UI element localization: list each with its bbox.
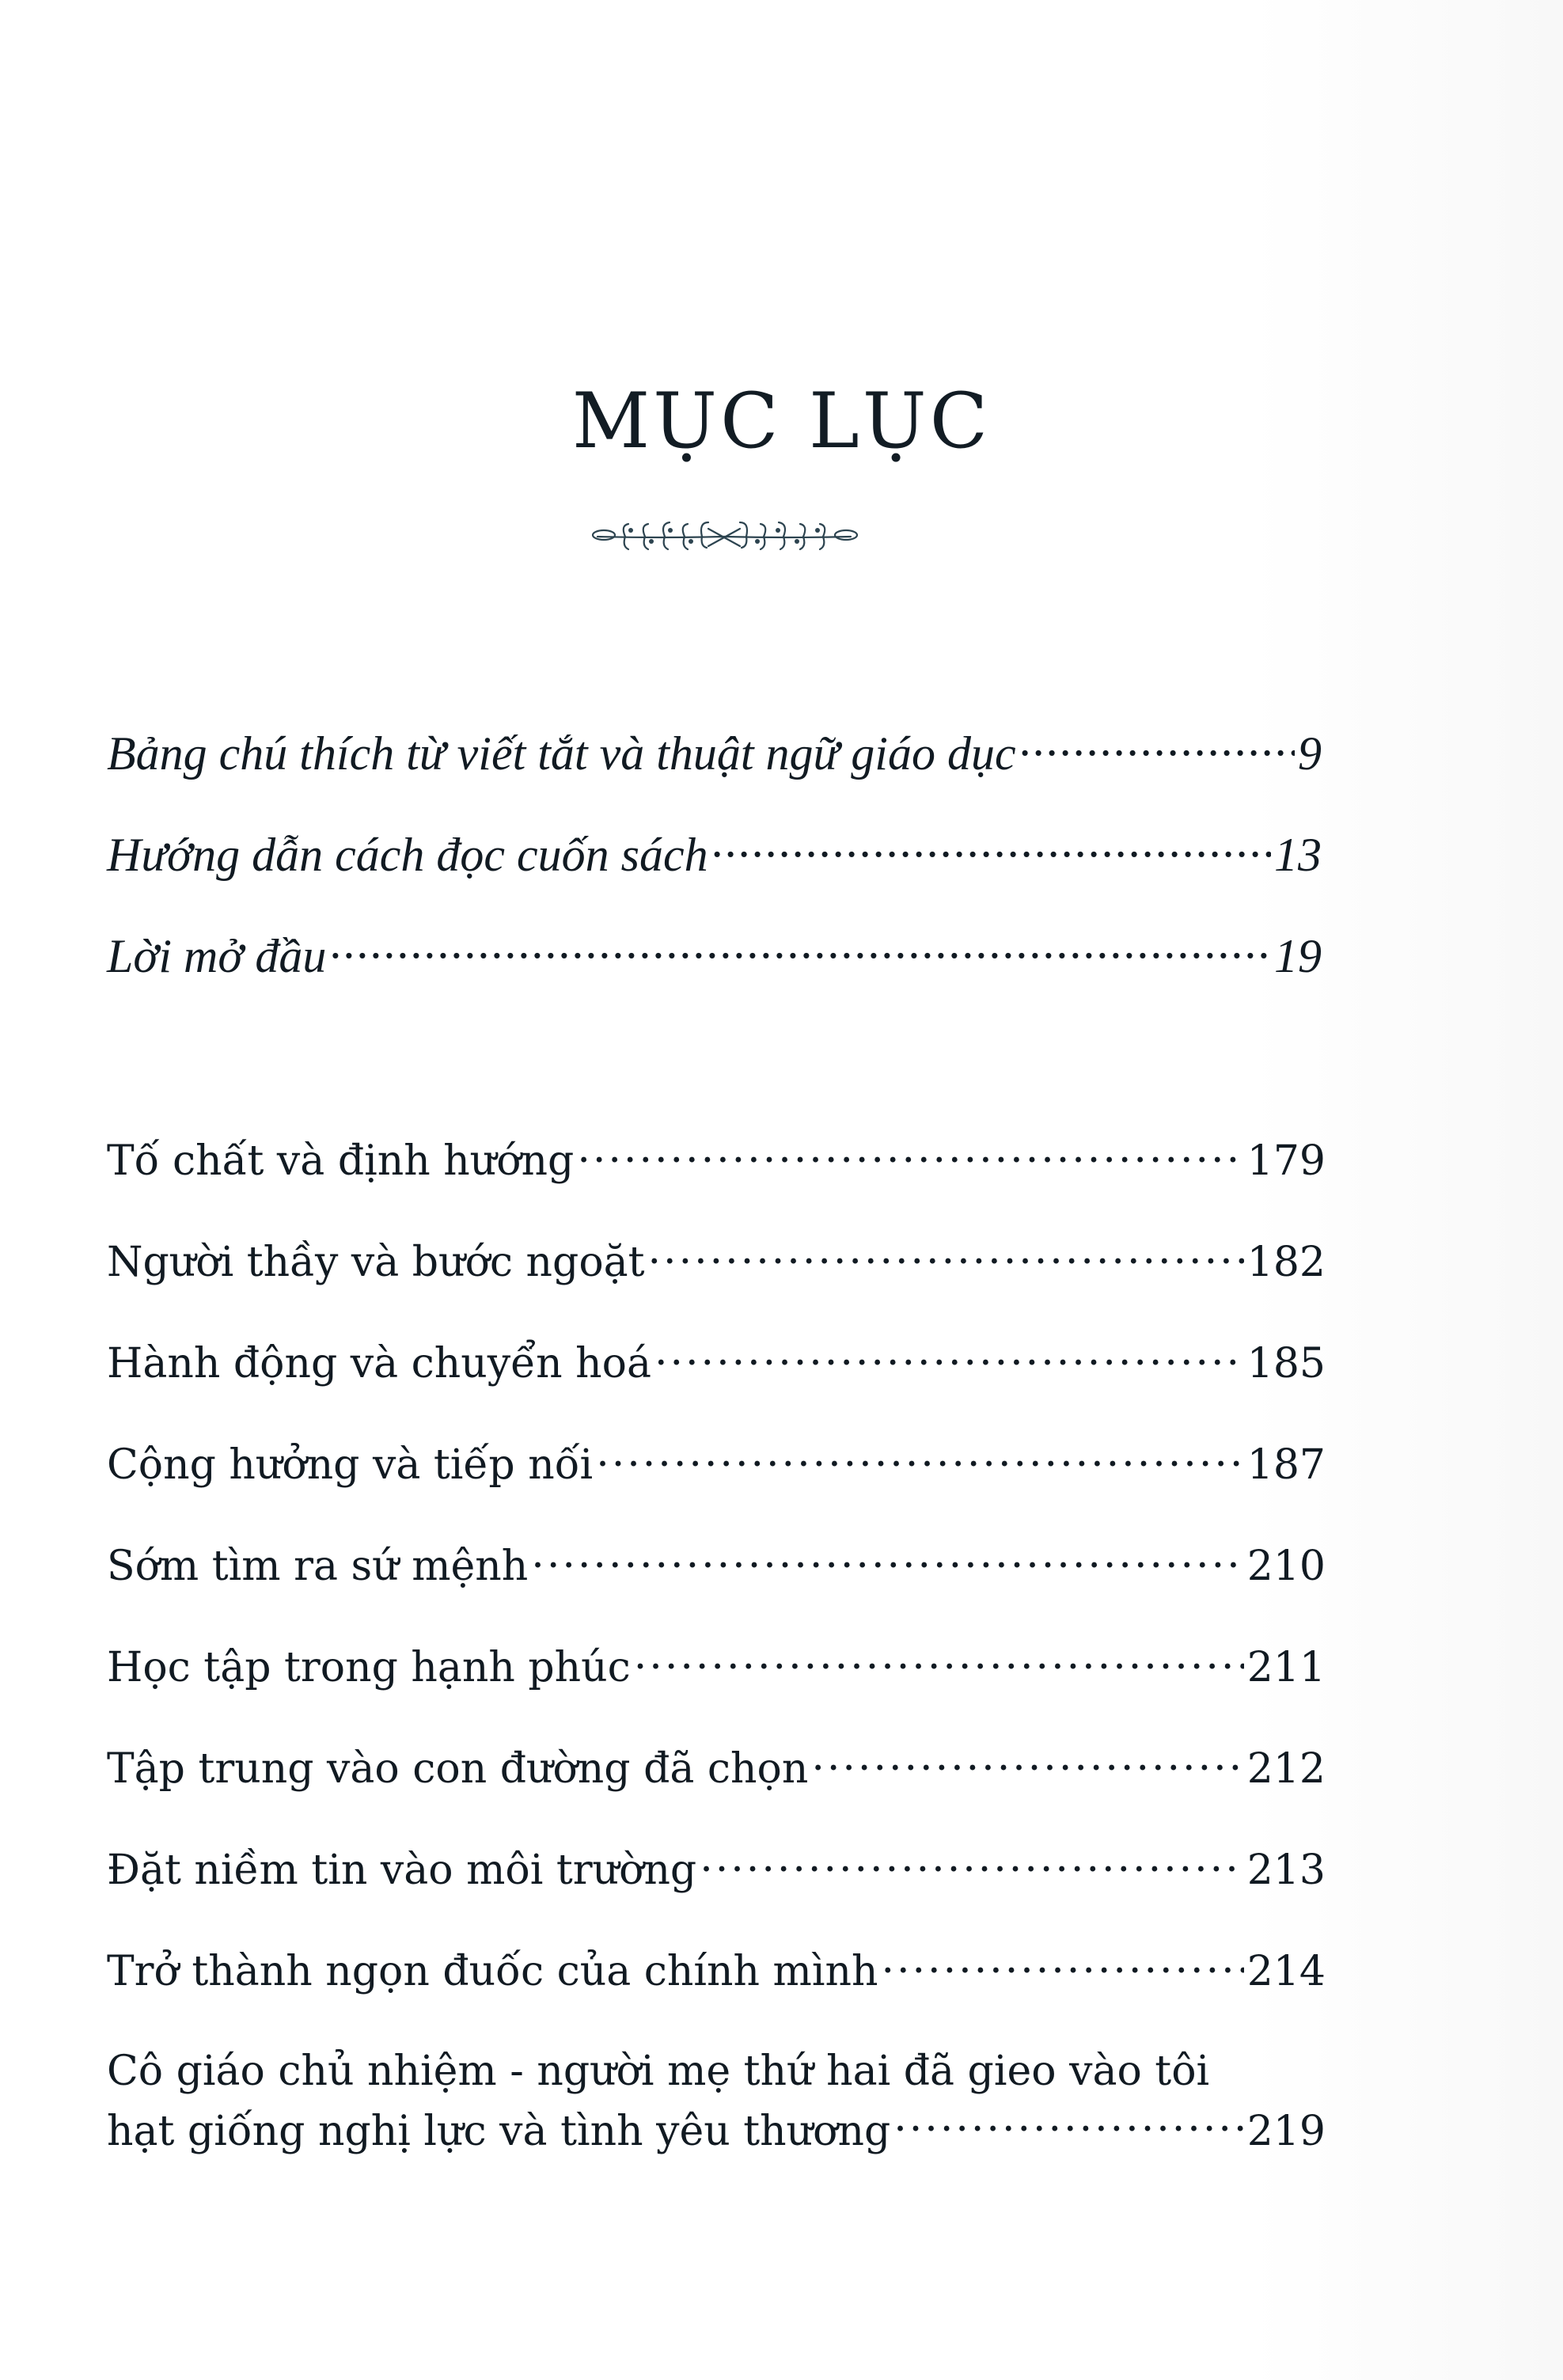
entry-title: Tập trung vào con đường đã chọn bbox=[107, 1745, 809, 1793]
page-title: MỤC LỤC bbox=[571, 377, 992, 465]
toc-entry[interactable] bbox=[107, 1235, 1326, 1289]
entry-page-number: 9 bbox=[1298, 727, 1322, 780]
dot-leader bbox=[1019, 722, 1295, 769]
entry-page-number: 212 bbox=[1246, 1745, 1326, 1793]
entry-page-number: 219 bbox=[1246, 2107, 1326, 2155]
entry-title-line-2-row bbox=[107, 2104, 1326, 2159]
laurel-vine-divider-icon bbox=[582, 513, 867, 560]
entry-page-number: 214 bbox=[1246, 1948, 1326, 1995]
dot-leader bbox=[893, 2104, 1244, 2145]
dot-leader bbox=[531, 1539, 1243, 1580]
entry-title: Bảng chú thích từ viết tắt và thuật ngữ giáo dục bbox=[107, 727, 1016, 780]
entry-title: Trở thành ngọn đuốc của chính mình bbox=[107, 1948, 878, 1995]
toc-entry[interactable] bbox=[107, 1133, 1326, 1187]
toc-entry[interactable] bbox=[107, 1640, 1326, 1694]
entry-page-number: 185 bbox=[1246, 1340, 1326, 1387]
entry-page-number: 13 bbox=[1274, 829, 1322, 881]
dot-leader bbox=[329, 924, 1271, 972]
entry-title: Sớm tìm ra sứ mệnh bbox=[107, 1543, 529, 1590]
dot-leader bbox=[700, 1843, 1244, 1884]
entry-title-line-1: Cô giáo chủ nhiệm - người mẹ thứ hai đã gieo vào tôi bbox=[107, 2048, 1210, 2095]
toc-entry-front-matter[interactable] bbox=[107, 924, 1322, 986]
dot-leader bbox=[648, 1235, 1244, 1276]
dot-leader bbox=[634, 1640, 1244, 1681]
entry-title: Học tập trong hạnh phúc bbox=[107, 1644, 631, 1691]
entry-page-number: 213 bbox=[1246, 1847, 1326, 1894]
toc-entry[interactable] bbox=[107, 1944, 1326, 1998]
dot-leader bbox=[654, 1336, 1244, 1377]
dot-leader bbox=[881, 1944, 1243, 1985]
toc-entry[interactable] bbox=[107, 1336, 1326, 1390]
dot-leader bbox=[711, 823, 1271, 871]
entry-title: Lời mở đầu bbox=[107, 930, 327, 982]
toc-entry[interactable] bbox=[107, 1539, 1326, 1592]
entry-title: Hướng dẫn cách đọc cuốn sách bbox=[107, 829, 708, 881]
dot-leader bbox=[577, 1133, 1243, 1175]
entry-title: Đặt niềm tin vào môi trường bbox=[107, 1847, 697, 1894]
entry-page-number: 19 bbox=[1274, 930, 1322, 982]
dot-leader bbox=[596, 1437, 1244, 1478]
toc-entry[interactable] bbox=[107, 1741, 1326, 1795]
entry-title: Người thầy và bước ngoặt bbox=[107, 1239, 645, 1286]
entry-title: Cộng hưởng và tiếp nối bbox=[107, 1441, 594, 1489]
dot-leader bbox=[811, 1741, 1243, 1782]
toc-entry-front-matter[interactable] bbox=[107, 722, 1322, 784]
toc-entry-front-matter[interactable] bbox=[107, 823, 1322, 885]
entry-page-number: 187 bbox=[1246, 1441, 1326, 1489]
entry-title-line-2: hạt giống nghị lực và tình yêu thương bbox=[107, 2107, 891, 2155]
toc-entry-multiline[interactable] bbox=[107, 2045, 1326, 2158]
entry-page-number: 182 bbox=[1246, 1239, 1326, 1286]
entry-title: Hành động và chuyển hoá bbox=[107, 1340, 651, 1387]
toc-entry[interactable] bbox=[107, 1843, 1326, 1896]
entry-page-number: 211 bbox=[1246, 1644, 1326, 1691]
toc-entry[interactable] bbox=[107, 1437, 1326, 1491]
entry-page-number: 210 bbox=[1246, 1543, 1326, 1590]
entry-title: Tố chất và định hướng bbox=[107, 1137, 575, 1185]
entry-page-number: 179 bbox=[1246, 1137, 1326, 1185]
